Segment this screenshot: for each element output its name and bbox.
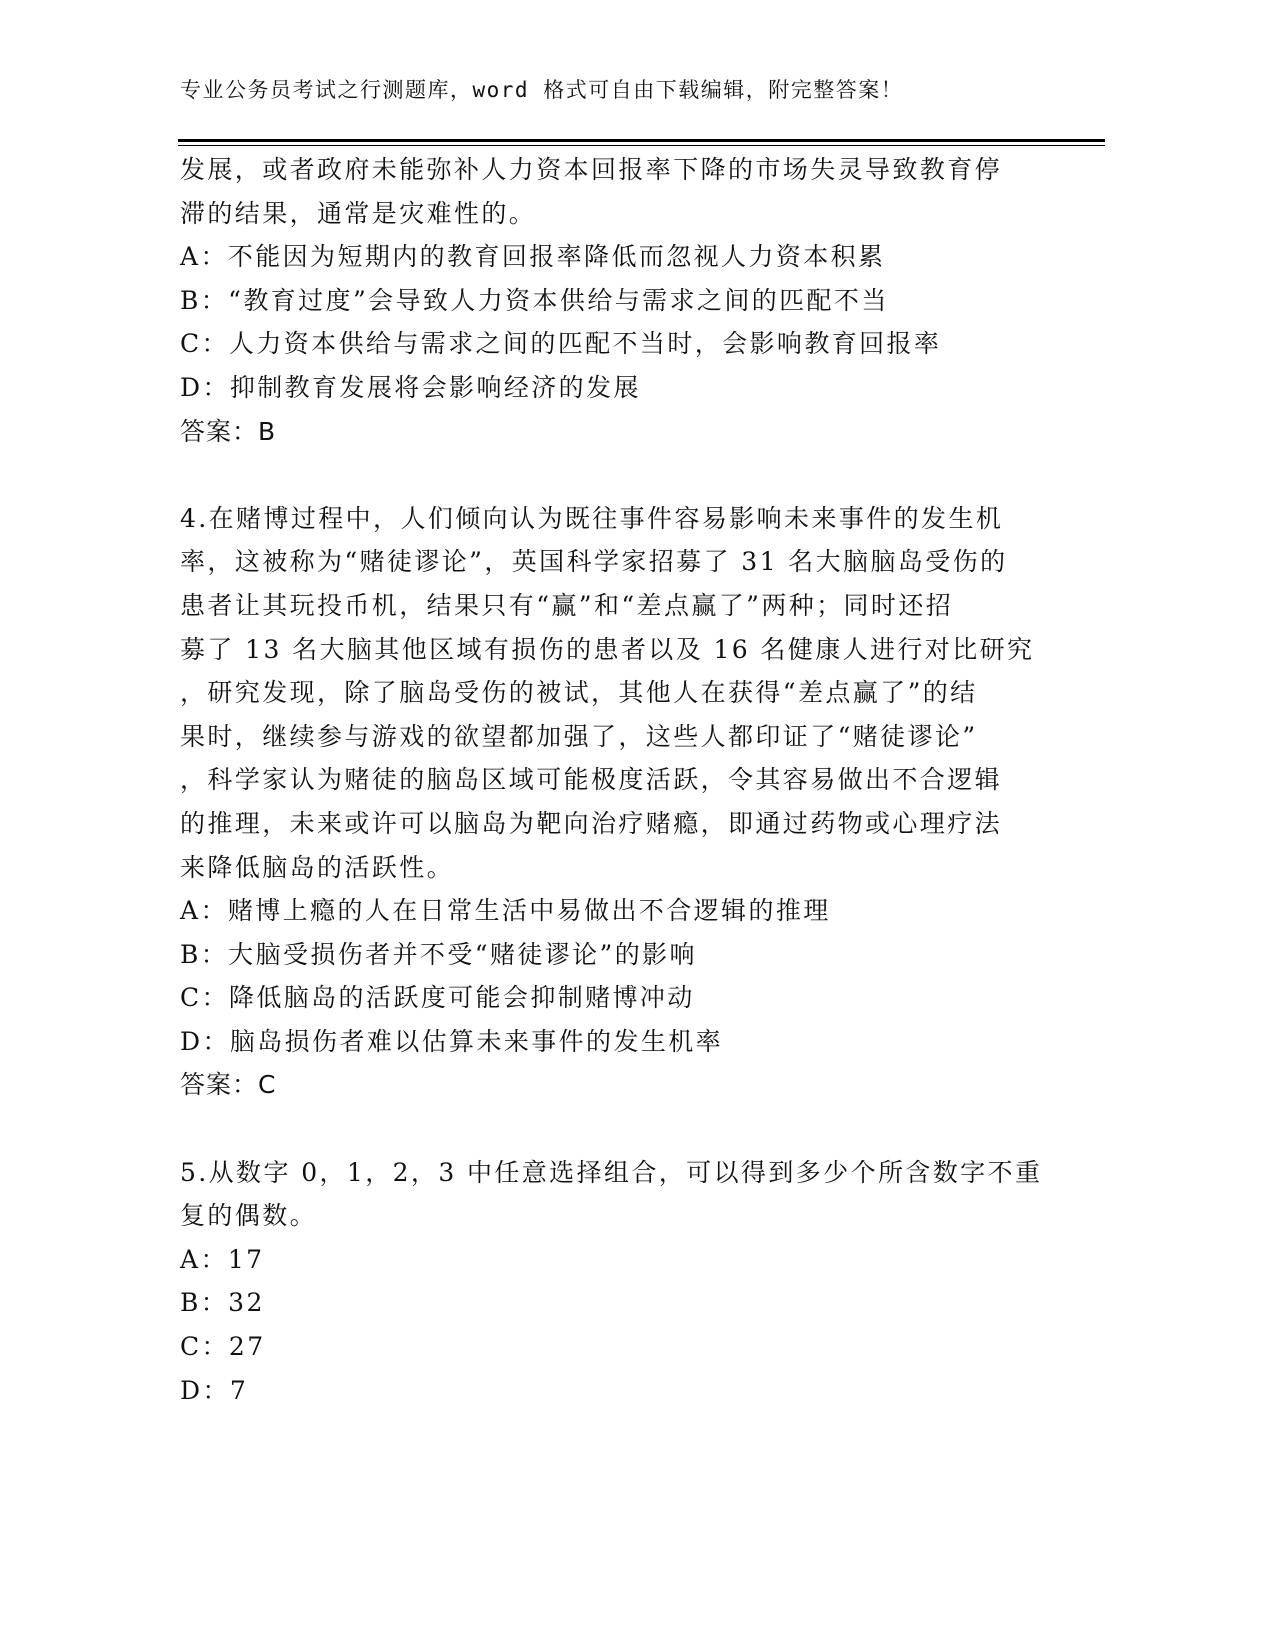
option-c: C：人力资本供给与需求之间的匹配不当时，会影响教育回报率 [180,329,942,359]
option-a: A：不能因为短期内的教育回报率降低而忽视人力资本积累 [180,242,886,272]
question-stem-line: ，科学家认为赌徒的脑岛区域可能极度活跃，令其容易做出不合逻辑 [180,765,1003,795]
answer: 答案：B [180,416,277,446]
option-d: D：抑制教育发展将会影响经济的发展 [180,372,641,402]
question-stem-line: 率，这被称为“赌徒谬论”，英国科学家招募了 31 名大脑脑岛受伤的 [180,547,1008,577]
question-5 [180,1151,1060,1413]
question-stem-line: 发展，或者政府未能弥补人力资本回报率下降的市场失灵导致教育停 [180,155,1003,184]
header-rule-thin [178,145,1105,146]
question-stem-line: 患者让其玩投币机，结果只有“赢”和“差点赢了”两种；同时还招 [180,590,954,620]
option-d: D：7 [180,1375,249,1405]
spacer [180,453,1060,497]
option-c: C：27 [180,1332,266,1362]
option-b: B：大脑受损伤者并不受“赌徒谬论”的影响 [180,939,697,969]
question-stem-line: 滞的结果，通常是灾难性的。 [180,198,537,228]
option-d: D：脑岛损伤者难以估算未来事件的发生机率 [180,1026,724,1056]
option-a: A：17 [180,1244,265,1274]
question-stem-line: ，研究发现，除了脑岛受伤的被试，其他人在获得“差点赢了”的结 [180,678,978,708]
question-stem-line: 5.从数字 0，1，2，3 中任意选择组合，可以得到多少个所含数字不重 [180,1157,1043,1187]
option-c: C：降低脑岛的活跃度可能会抑制赌博冲动 [180,983,695,1013]
option-b: B：32 [180,1288,265,1318]
document-body [180,148,1060,1412]
question-stem-line: 的推理，未来或许可以脑岛为靶向治疗赌瘾，即通过药物或心理疗法 [180,808,1003,838]
page-header: 专业公务员考试之行测题库，word 格式可自由下载编辑，附完整答案！ [180,78,904,102]
question-3 [180,148,1060,453]
header-rule [178,139,1105,142]
question-stem-line: 来降低脑岛的活跃性。 [180,852,455,882]
spacer [180,1107,1060,1151]
question-stem-line: 4.在赌博过程中，人们倾向认为既往事件容易影响未来事件的发生机 [180,503,1004,533]
answer: 答案：C [180,1070,277,1100]
option-a: A：赌博上瘾的人在日常生活中易做出不合逻辑的推理 [180,896,831,926]
option-b: B：“教育过度”会导致人力资本供给与需求之间的匹配不当 [180,285,889,315]
question-stem-line: 募了 13 名大脑其他区域有损伤的患者以及 16 名健康人进行对比研究 [180,634,1035,664]
question-stem-line: 果时，继续参与游戏的欲望都加强了，这些人都印证了“赌徒谬论” [180,721,978,751]
question-4 [180,497,1060,1107]
question-stem-line: 复的偶数。 [180,1201,318,1231]
